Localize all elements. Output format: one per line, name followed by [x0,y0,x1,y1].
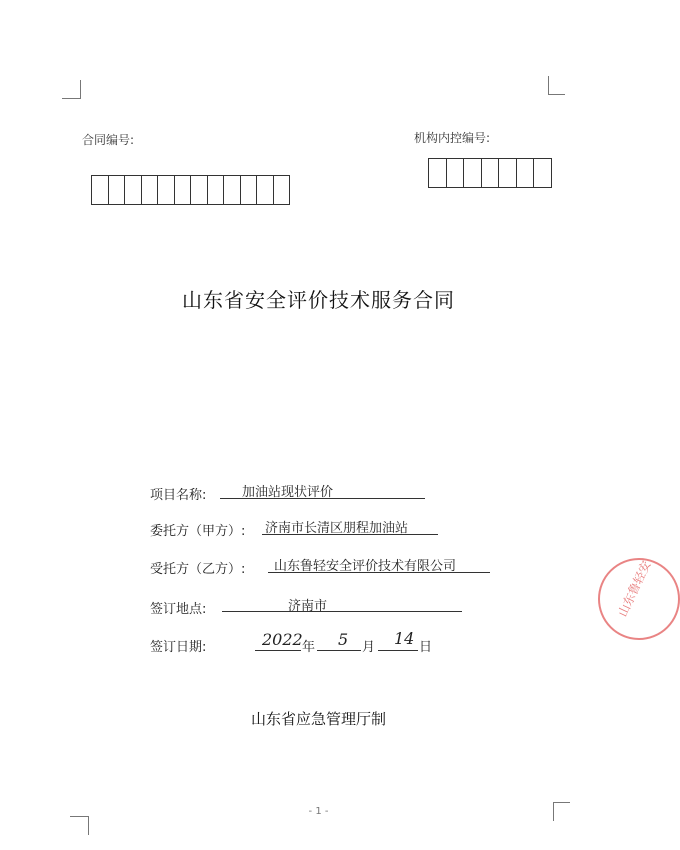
place-value[interactable]: 济南市 [288,599,328,614]
date-month-underline [317,650,361,651]
place-row [150,598,206,617]
date-label: 签订日期: [150,640,207,655]
date-year-unit: 年 [302,640,316,655]
date-day-unit: 日 [419,640,433,655]
contractor-row [150,558,245,577]
project-row [150,484,206,503]
client-row [150,520,245,539]
date-month-unit: 月 [362,640,376,655]
project-label: 项目名称: [150,488,207,503]
internal-no-label: 机构内控编号: [414,131,491,145]
seal-stamp-text: 山东鲁轻安 [615,558,654,619]
date-row [150,636,206,655]
date-year-value[interactable]: 2022 [262,630,303,649]
date-day-underline [378,650,418,651]
document-title: 山东省安全评价技术服务合同 [182,288,455,312]
client-label: 委托方（甲方）: [150,524,246,539]
place-underline [222,611,462,612]
date-month-value[interactable]: 5 [338,630,349,649]
contract-no-label: 合同编号: [82,133,135,147]
contractor-label: 受托方（乙方）: [150,562,246,577]
internal-no-boxes[interactable] [428,158,552,188]
issuer-footer: 山东省应急管理厅制 [250,710,386,728]
client-value[interactable]: 济南市长清区朋程加油站 [265,521,409,536]
contract-no-boxes[interactable] [91,175,290,205]
place-label: 签订地点: [150,602,207,617]
page-number: - 1 - [308,806,329,817]
date-day-value[interactable]: 14 [394,629,415,648]
crop-mark-bottom-left [70,816,89,835]
date-year-underline [255,650,301,651]
project-value[interactable]: 加油站现状评价 [242,485,334,500]
crop-mark-top-right [548,76,565,95]
contractor-value[interactable]: 山东鲁轻安全评价技术有限公司 [274,559,457,574]
crop-mark-top-left [62,80,81,99]
